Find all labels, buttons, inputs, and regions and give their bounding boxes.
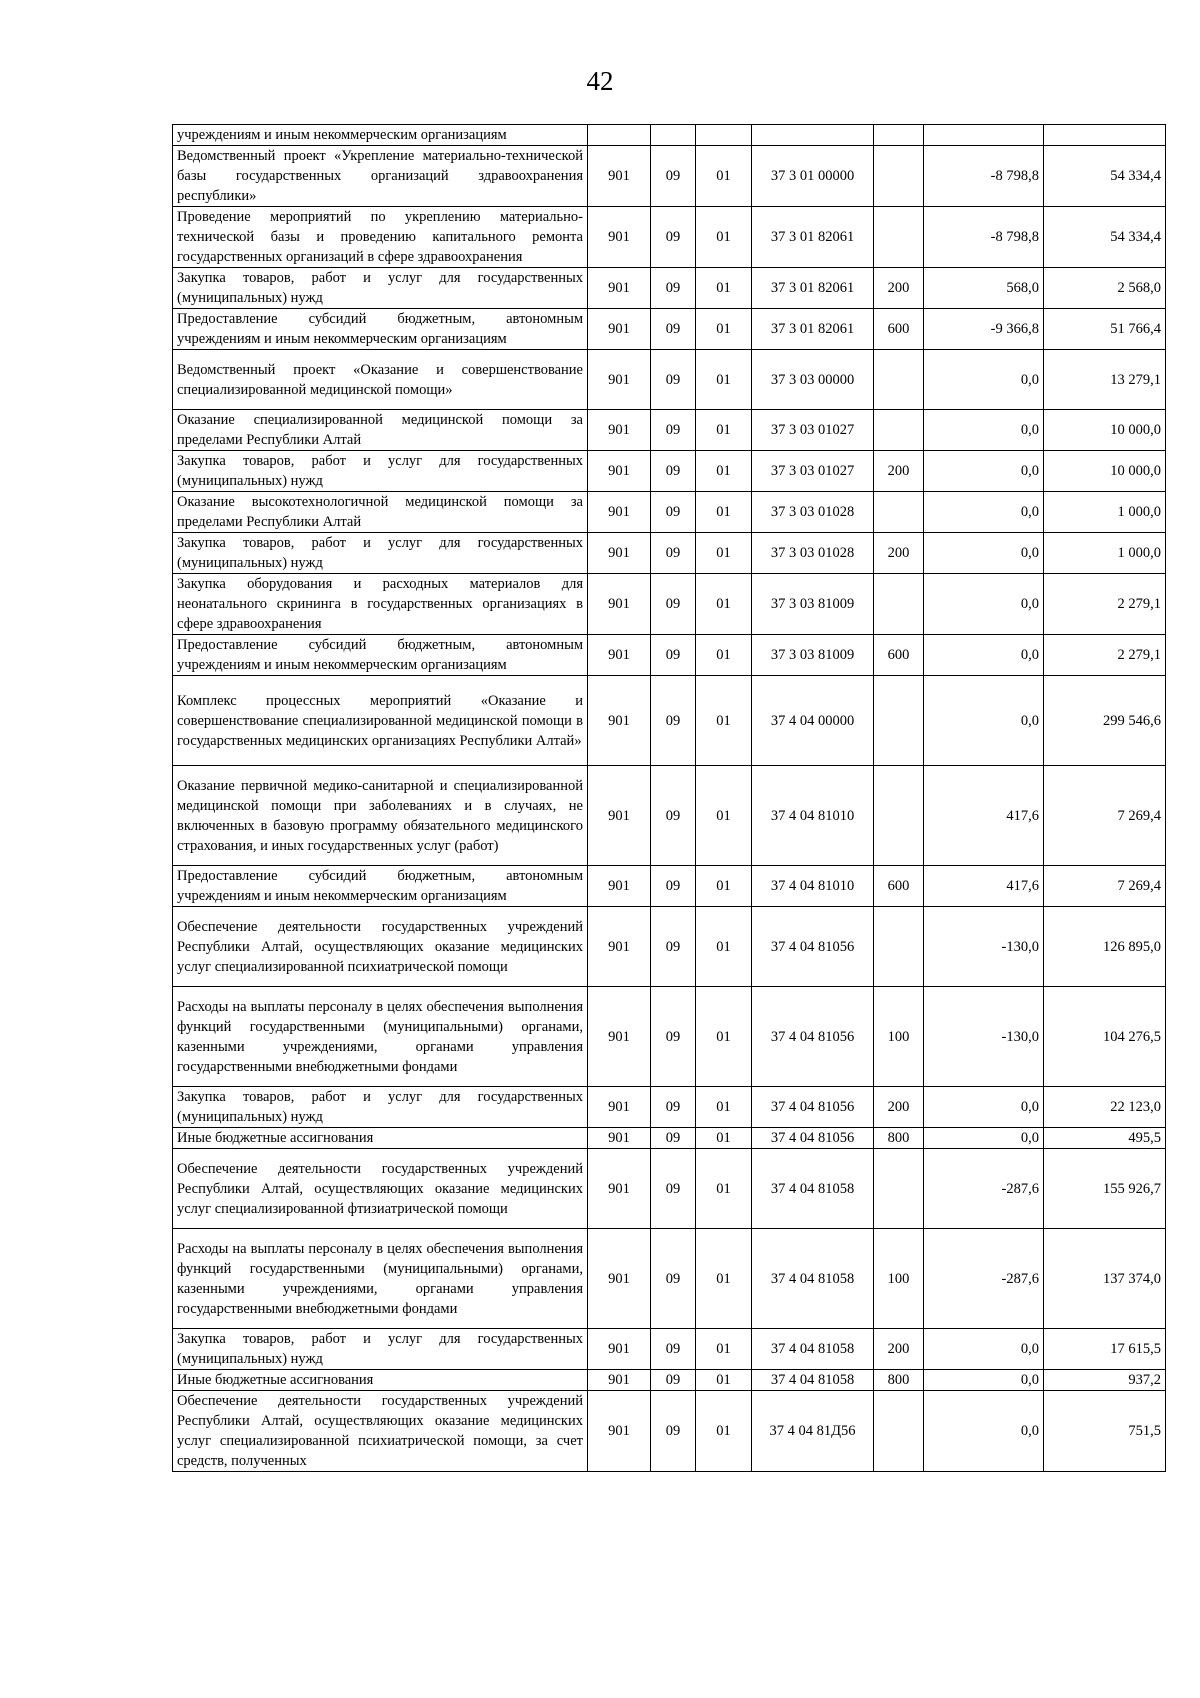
section-code: 09 (651, 350, 696, 410)
change-amount: 0,0 (924, 676, 1044, 766)
ministry-code: 901 (588, 410, 651, 451)
subsection-code: 01 (696, 207, 752, 268)
target-article-code: 37 3 03 01028 (752, 533, 874, 574)
subsection-code: 01 (696, 1370, 752, 1391)
table-row (173, 1391, 1166, 1472)
table-row (173, 1128, 1166, 1149)
row-name: Предоставление субсидий бюджетным, автономным учреждениям и иным некоммерческим организациям (173, 309, 588, 350)
table-row (173, 866, 1166, 907)
total-amount: 13 279,1 (1044, 350, 1166, 410)
target-article-code: 37 4 04 81056 (752, 907, 874, 987)
change-amount: 0,0 (924, 410, 1044, 451)
table-row (173, 492, 1166, 533)
ministry-code: 901 (588, 533, 651, 574)
section-code: 09 (651, 1329, 696, 1370)
section-code: 09 (651, 451, 696, 492)
subsection-code: 01 (696, 492, 752, 533)
table-row (173, 635, 1166, 676)
expense-type-code: 100 (874, 1229, 924, 1329)
total-amount (1044, 125, 1166, 146)
ministry-code: 901 (588, 492, 651, 533)
change-amount: 0,0 (924, 533, 1044, 574)
target-article-code: 37 3 03 01027 (752, 451, 874, 492)
total-amount: 126 895,0 (1044, 907, 1166, 987)
expense-type-code: 600 (874, 309, 924, 350)
row-name: Проведение мероприятий по укреплению материально-технической базы и проведению капитального ремонта государственных организаций в сфере здравоохранения (173, 207, 588, 268)
subsection-code: 01 (696, 987, 752, 1087)
subsection-code: 01 (696, 1149, 752, 1229)
subsection-code: 01 (696, 635, 752, 676)
target-article-code: 37 4 04 81010 (752, 766, 874, 866)
table-row (173, 1229, 1166, 1329)
subsection-code: 01 (696, 533, 752, 574)
total-amount: 54 334,4 (1044, 207, 1166, 268)
total-amount: 1 000,0 (1044, 533, 1166, 574)
change-amount: -130,0 (924, 907, 1044, 987)
section-code: 09 (651, 635, 696, 676)
expense-type-code (874, 146, 924, 207)
table-row (173, 1087, 1166, 1128)
change-amount (924, 125, 1044, 146)
total-amount: 17 615,5 (1044, 1329, 1166, 1370)
total-amount: 495,5 (1044, 1128, 1166, 1149)
section-code: 09 (651, 1391, 696, 1472)
ministry-code: 901 (588, 1229, 651, 1329)
expense-type-code (874, 766, 924, 866)
row-name: Обеспечение деятельности государственных учреждений Республики Алтай, осуществляющих оказание медицинских услуг специализированной психиатрической помощи (173, 907, 588, 987)
expense-type-code (874, 676, 924, 766)
expense-type-code (874, 350, 924, 410)
change-amount: 0,0 (924, 1370, 1044, 1391)
change-amount: 417,6 (924, 766, 1044, 866)
table-row (173, 1329, 1166, 1370)
row-name: Закупка товаров, работ и услуг для государственных (муниципальных) нужд (173, 533, 588, 574)
subsection-code: 01 (696, 410, 752, 451)
expense-type-code: 800 (874, 1128, 924, 1149)
ministry-code: 901 (588, 1128, 651, 1149)
subsection-code: 01 (696, 766, 752, 866)
expense-type-code: 200 (874, 533, 924, 574)
target-article-code: 37 4 04 81056 (752, 1087, 874, 1128)
total-amount: 104 276,5 (1044, 987, 1166, 1087)
total-amount: 7 269,4 (1044, 866, 1166, 907)
row-name: Расходы на выплаты персоналу в целях обеспечения выполнения функций государственными (муниципальными) органами, казенными учреждениями, органами управления государственными внебюджетными фондами (173, 987, 588, 1087)
subsection-code: 01 (696, 907, 752, 987)
target-article-code: 37 3 01 82061 (752, 268, 874, 309)
change-amount: 0,0 (924, 1391, 1044, 1472)
subsection-code: 01 (696, 350, 752, 410)
row-name: Закупка товаров, работ и услуг для государственных (муниципальных) нужд (173, 1329, 588, 1370)
change-amount: -8 798,8 (924, 207, 1044, 268)
expense-type-code: 600 (874, 635, 924, 676)
subsection-code: 01 (696, 1087, 752, 1128)
target-article-code: 37 4 04 81058 (752, 1229, 874, 1329)
row-name: Ведомственный проект «Оказание и совершенствование специализированной медицинской помощи» (173, 350, 588, 410)
subsection-code (696, 125, 752, 146)
expense-type-code: 200 (874, 451, 924, 492)
table-row (173, 907, 1166, 987)
target-article-code: 37 4 04 81058 (752, 1149, 874, 1229)
change-amount: 0,0 (924, 1087, 1044, 1128)
total-amount: 10 000,0 (1044, 410, 1166, 451)
section-code: 09 (651, 1087, 696, 1128)
table-row (173, 146, 1166, 207)
target-article-code: 37 4 04 00000 (752, 676, 874, 766)
table-row (173, 410, 1166, 451)
row-name: Предоставление субсидий бюджетным, автономным учреждениям и иным некоммерческим организациям (173, 866, 588, 907)
change-amount: -287,6 (924, 1229, 1044, 1329)
total-amount: 2 568,0 (1044, 268, 1166, 309)
total-amount: 51 766,4 (1044, 309, 1166, 350)
expense-type-code: 100 (874, 987, 924, 1087)
table-row (173, 1149, 1166, 1229)
row-name: учреждениям и иным некоммерческим организациям (173, 125, 588, 146)
section-code: 09 (651, 866, 696, 907)
ministry-code: 901 (588, 1370, 651, 1391)
target-article-code: 37 3 01 00000 (752, 146, 874, 207)
table-row (173, 309, 1166, 350)
target-article-code: 37 4 04 81058 (752, 1329, 874, 1370)
subsection-code: 01 (696, 146, 752, 207)
ministry-code: 901 (588, 676, 651, 766)
table-row (173, 533, 1166, 574)
change-amount: 417,6 (924, 866, 1044, 907)
expense-type-code (874, 1149, 924, 1229)
subsection-code: 01 (696, 309, 752, 350)
section-code: 09 (651, 410, 696, 451)
section-code: 09 (651, 574, 696, 635)
ministry-code (588, 125, 651, 146)
ministry-code: 901 (588, 451, 651, 492)
page-number: 42 (586, 66, 614, 96)
budget-table (172, 124, 1166, 1472)
section-code: 09 (651, 987, 696, 1087)
target-article-code: 37 4 04 81010 (752, 866, 874, 907)
subsection-code: 01 (696, 268, 752, 309)
ministry-code: 901 (588, 350, 651, 410)
expense-type-code: 800 (874, 1370, 924, 1391)
row-name: Закупка оборудования и расходных материалов для неонатального скрининга в государственных организациях в сфере здравоохранения (173, 574, 588, 635)
ministry-code: 901 (588, 987, 651, 1087)
section-code: 09 (651, 1128, 696, 1149)
total-amount: 2 279,1 (1044, 635, 1166, 676)
expense-type-code (874, 907, 924, 987)
row-name: Обеспечение деятельности государственных учреждений Республики Алтай, осуществляющих оказание медицинских услуг специализированной фтизиатрической помощи (173, 1149, 588, 1229)
section-code: 09 (651, 1149, 696, 1229)
ministry-code: 901 (588, 1149, 651, 1229)
ministry-code: 901 (588, 866, 651, 907)
section-code: 09 (651, 309, 696, 350)
table-row (173, 574, 1166, 635)
table-row (173, 350, 1166, 410)
change-amount: 568,0 (924, 268, 1044, 309)
section-code: 09 (651, 1370, 696, 1391)
target-article-code: 37 3 03 01028 (752, 492, 874, 533)
row-name: Оказание специализированной медицинской помощи за пределами Республики Алтай (173, 410, 588, 451)
subsection-code: 01 (696, 451, 752, 492)
ministry-code: 901 (588, 1087, 651, 1128)
ministry-code: 901 (588, 1391, 651, 1472)
row-name: Ведомственный проект «Укрепление материально-технической базы государственных организаций здравоохранения республики» (173, 146, 588, 207)
row-name: Иные бюджетные ассигнования (173, 1128, 588, 1149)
subsection-code: 01 (696, 1229, 752, 1329)
ministry-code: 901 (588, 268, 651, 309)
expense-type-code (874, 125, 924, 146)
total-amount: 10 000,0 (1044, 451, 1166, 492)
table-row (173, 451, 1166, 492)
total-amount: 7 269,4 (1044, 766, 1166, 866)
section-code (651, 125, 696, 146)
section-code: 09 (651, 766, 696, 866)
row-name: Оказание высокотехнологичной медицинской помощи за пределами Республики Алтай (173, 492, 588, 533)
expense-type-code: 200 (874, 1087, 924, 1128)
change-amount: 0,0 (924, 635, 1044, 676)
change-amount: 0,0 (924, 451, 1044, 492)
subsection-code: 01 (696, 676, 752, 766)
ministry-code: 901 (588, 574, 651, 635)
row-name: Иные бюджетные ассигнования (173, 1370, 588, 1391)
target-article-code: 37 4 04 81058 (752, 1370, 874, 1391)
section-code: 09 (651, 492, 696, 533)
table-row (173, 125, 1166, 146)
row-name: Расходы на выплаты персоналу в целях обеспечения выполнения функций государственными (муниципальными) органами, казенными учреждениями, органами управления государственными внебюджетными фондами (173, 1229, 588, 1329)
total-amount: 155 926,7 (1044, 1149, 1166, 1229)
table-row (173, 1370, 1166, 1391)
subsection-code: 01 (696, 1391, 752, 1472)
table-row (173, 987, 1166, 1087)
ministry-code: 901 (588, 907, 651, 987)
subsection-code: 01 (696, 1128, 752, 1149)
change-amount: -9 366,8 (924, 309, 1044, 350)
change-amount: -287,6 (924, 1149, 1044, 1229)
section-code: 09 (651, 533, 696, 574)
total-amount: 1 000,0 (1044, 492, 1166, 533)
row-name: Предоставление субсидий бюджетным, автономным учреждениям и иным некоммерческим организациям (173, 635, 588, 676)
expense-type-code (874, 1391, 924, 1472)
section-code: 09 (651, 676, 696, 766)
change-amount: 0,0 (924, 1329, 1044, 1370)
change-amount: 0,0 (924, 574, 1044, 635)
total-amount: 137 374,0 (1044, 1229, 1166, 1329)
target-article-code (752, 125, 874, 146)
target-article-code: 37 3 03 81009 (752, 574, 874, 635)
expense-type-code (874, 207, 924, 268)
table-row (173, 207, 1166, 268)
section-code: 09 (651, 1229, 696, 1329)
row-name: Закупка товаров, работ и услуг для государственных (муниципальных) нужд (173, 1087, 588, 1128)
ministry-code: 901 (588, 1329, 651, 1370)
expense-type-code: 200 (874, 1329, 924, 1370)
ministry-code: 901 (588, 766, 651, 866)
table-row (173, 676, 1166, 766)
section-code: 09 (651, 268, 696, 309)
change-amount: -8 798,8 (924, 146, 1044, 207)
total-amount: 299 546,6 (1044, 676, 1166, 766)
expense-type-code: 200 (874, 268, 924, 309)
section-code: 09 (651, 907, 696, 987)
row-name: Закупка товаров, работ и услуг для государственных (муниципальных) нужд (173, 268, 588, 309)
table-row (173, 766, 1166, 866)
target-article-code: 37 3 01 82061 (752, 309, 874, 350)
change-amount: 0,0 (924, 350, 1044, 410)
target-article-code: 37 4 04 81056 (752, 1128, 874, 1149)
section-code: 09 (651, 146, 696, 207)
target-article-code: 37 4 04 81056 (752, 987, 874, 1087)
target-article-code: 37 3 01 82061 (752, 207, 874, 268)
ministry-code: 901 (588, 635, 651, 676)
total-amount: 751,5 (1044, 1391, 1166, 1472)
table-body (173, 125, 1166, 1472)
change-amount: 0,0 (924, 1128, 1044, 1149)
expense-type-code (874, 410, 924, 451)
target-article-code: 37 3 03 81009 (752, 635, 874, 676)
expense-type-code (874, 574, 924, 635)
row-name: Оказание первичной медико-санитарной и специализированной медицинской помощи при заболеваниях и в случаях, не включенных в базовую программу обязательного медицинского страхования, и иных государственных услуг (работ) (173, 766, 588, 866)
target-article-code: 37 4 04 81Д56 (752, 1391, 874, 1472)
row-name: Закупка товаров, работ и услуг для государственных (муниципальных) нужд (173, 451, 588, 492)
row-name: Обеспечение деятельности государственных учреждений Республики Алтай, осуществляющих оказание медицинских услуг специализированной психиатрической помощи, за счет средств, полученных (173, 1391, 588, 1472)
subsection-code: 01 (696, 574, 752, 635)
row-name: Комплекс процессных мероприятий «Оказание и совершенствование специализированной медицинской помощи в государственных медицинских организациях Республики Алтай» (173, 676, 588, 766)
change-amount: 0,0 (924, 492, 1044, 533)
section-code: 09 (651, 207, 696, 268)
expense-type-code (874, 492, 924, 533)
total-amount: 54 334,4 (1044, 146, 1166, 207)
expense-type-code: 600 (874, 866, 924, 907)
total-amount: 937,2 (1044, 1370, 1166, 1391)
subsection-code: 01 (696, 866, 752, 907)
total-amount: 22 123,0 (1044, 1087, 1166, 1128)
total-amount: 2 279,1 (1044, 574, 1166, 635)
ministry-code: 901 (588, 146, 651, 207)
target-article-code: 37 3 03 01027 (752, 410, 874, 451)
ministry-code: 901 (588, 309, 651, 350)
table-row (173, 268, 1166, 309)
ministry-code: 901 (588, 207, 651, 268)
change-amount: -130,0 (924, 987, 1044, 1087)
target-article-code: 37 3 03 00000 (752, 350, 874, 410)
subsection-code: 01 (696, 1329, 752, 1370)
